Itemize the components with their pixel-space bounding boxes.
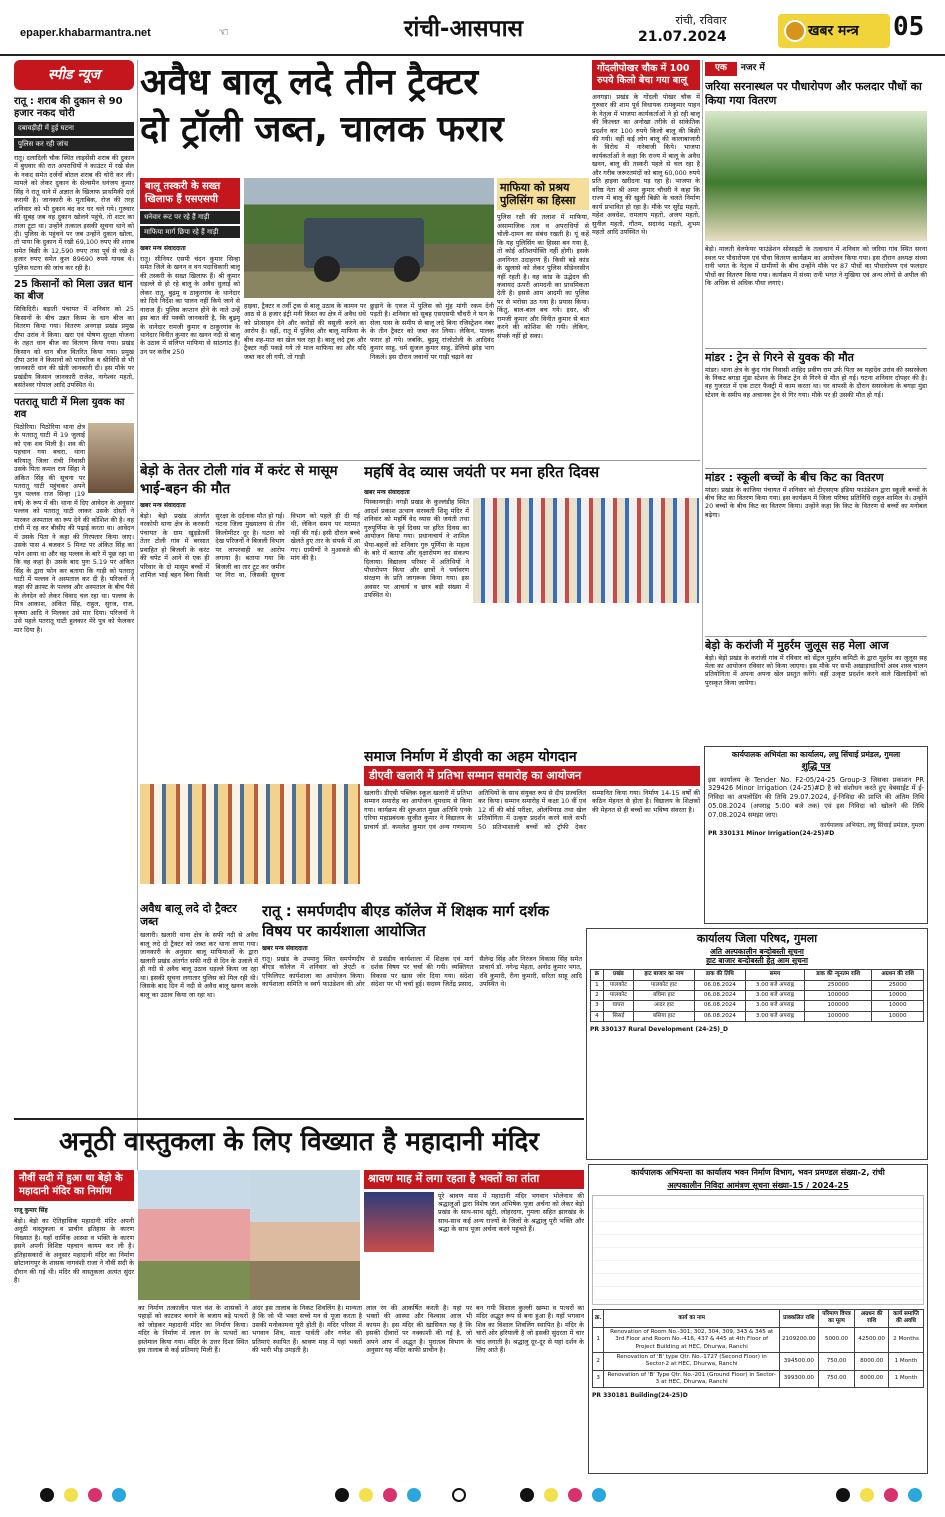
table-header-cell: क्र.: [593, 1310, 604, 1328]
forest-headline: जरिया सरनास्थल पर पौधारोपण और फलदार पौधों का किया गया वितरण: [705, 79, 922, 107]
lead-kicker: बालू तस्करी के सख्त खिलाफ हैं एसएसपी: [140, 178, 240, 209]
mahadani-kicker: नौवीं सदी में हुआ था बेड़ो के महादानी मंदिर का निर्माण: [14, 1170, 134, 1201]
table-cell: 10000: [872, 991, 924, 1001]
table-row: [591, 1011, 924, 1021]
table-cell: 8000.00: [855, 1370, 889, 1388]
table-row: [591, 991, 924, 1001]
table-header-cell: प्राक्कलित राशि: [779, 1310, 818, 1328]
zila-office: कार्यालय जिला परिषद, गुमला: [696, 932, 818, 945]
table-cell: बघिमा हाट: [634, 991, 695, 1001]
shravan-headline: श्रावण माह में लगा रहता है भक्तों का तांता: [364, 1170, 584, 1189]
mahadani-col3: [252, 1304, 362, 1474]
gondli-headline: गोंदलीपोखर चौक में 100 रुपये किलो बेचा गया बालू: [592, 60, 700, 90]
lead-body: हाइवा, ट्रैक्टर व तर्वी ट्रक से बालू उठाव के कामन पर आठ से 8 हजार इंट्री मनी किस्त का क्षेत्र में अवैध धंधे को प्रोत्साहन देने और करोड़ों की वसूली करने का आरोप है। वहीं, रातू में पुलिस और बालू माफिया के बीच शह-मात का खेल चल रहा है। बालू लदे ट्रक और ट्रैक्टर नहीं पकड़े गये तो माल माफिया का और यदि जब्त कर ली गयी, तो गाड़ी: [244, 302, 366, 361]
table-cell: 3.00 बजे अपराह्न: [745, 1001, 804, 1011]
lead-kicker-box: [140, 178, 240, 238]
table-cell: 399300.00: [779, 1370, 818, 1388]
table-header-cell: कार्य समाप्ति की अवधि: [889, 1310, 924, 1328]
table-cell: 100000: [805, 1001, 872, 1011]
cursor-icon: ☜: [218, 25, 229, 39]
vyas-body: पिस्कानगड़ी। नगड़ी प्रखंड के कुल्लंडीह स्थित आदर्श प्रकाश उत्थान सरस्वती शिशु मंदिर में शनिवार को महर्षि वेद व्यास की जयंती तथा गुरुपूर्णिमा के पूर्व दिवस पर हरित दिवस का आयोजन किया गया। प्रधानाचार्य ने शामिल भैया-बहनों को शनिवार गुरु पूर्णिमा के महत्व के बारे में बताया और वृक्षारोपण का संकल्प दिलाया। विद्यालय परिसर में अतिथियों ने पौधारोपण किया और छात्रों ने पर्यावरण संरक्षण के प्रति जागरूक किया गया। इस अवसर पर आचार्य व छात्र बड़ी संख्या में उपस्थित थे।: [364, 498, 469, 600]
muharram-story: [705, 636, 927, 744]
table-cell: 2 Months: [889, 1327, 924, 1352]
zila-table: [590, 969, 924, 1022]
mandar-kit-headline: मांडर : स्कूली बच्चों के बीच किट का वितरण: [705, 471, 884, 484]
table-cell: सिसई: [603, 1011, 633, 1021]
zila-pr: PR 330137 Rural Development (24-25)_D: [590, 1026, 728, 1034]
mahadani-body: बन गयी विशाल कुल्ली खम्भा व पत्थरों का मंदिर अद्भुत रूप से बना हुआ है। यहाँ भगवान शिव का विशाल शिवलिंग स्थापित है। मंदिर के चारों ओर हरियाली है जो इसकी सुंदरता में चार चांद लगाती है। श्रद्धालु दूर-दूर से यहां दर्शन के लिए आते हैं।: [476, 1304, 584, 1355]
table-header-cell: डाक की न्यूनतम राशि: [805, 970, 872, 980]
khalari-story: [140, 902, 258, 1114]
mahadani-col2: [138, 1304, 248, 1474]
tender-pr: PR 330131 Minor Irrigation(24-25)#D: [708, 830, 835, 838]
table-cell: 3.00 बजे अपराह्न: [745, 980, 804, 990]
date-label: 21.07.2024: [638, 29, 727, 46]
bhawan-notice-title: अल्पकालीन निविदा आमंत्रण सूचना संख्या-15 / 2024-25: [667, 1180, 849, 1190]
mahadani-left: [14, 1170, 134, 1475]
dav-photo: [140, 784, 360, 884]
khalari-headline: अवैध बालू लदे दो ट्रैक्टर जब्त: [140, 902, 237, 929]
date-box: [638, 13, 727, 48]
table-header-cell: डाक की तिथि: [694, 970, 745, 980]
vyas-photo: [473, 498, 699, 603]
bhawan-table: [592, 1309, 924, 1388]
table-header-row: [591, 970, 924, 980]
table-cell: 10000: [872, 1011, 924, 1021]
mahadani-byline: राजू कुमार सिंह: [14, 1207, 48, 1214]
story-body: पिठोरिया। पिठोरिया थाना क्षेत्र के पतरातू घाटी में 19 जुलाई को एक शव मिली है। शव की पहचान गया बचरा, थाना बरियातू जिला रांची निवासी उसके पिता कमल राय सिंहा ने अंकित सिंह की सूचना पर पतरातू घाटी पहुंचकर अपने पुत्र पल्लव राज सिन्हा (19 वर्ष) के रूप में की। थाना में दिए आवेदन के अनुसार पल्लव को पतरातू घाटी लाकर उसके दोस्तों ने मारकर अस्पताल का रूप देने की कोशिश की है। वह रांची में रह कर बीसीए की पढ़ाई करता था। आवेदन में उसके पिता ने कहा की गिरफ्तार किया जाए। उसके पास 4 बजकर 5 मिनट पर अंकित सिंह का फोन आया था और वह पल्लव के बारे में पूछ रहा था कि वह कहां है। उसके बाद पुनः 5.19 पर अंकित सिंह के द्वारा फोन कर बताया कि गाड़ी को पतरातू घाटी में पल्लव ने अस्पताल कर दी है। परिजनों ने कहा की क्राफ्ट के पल्लव और अस्पताल के बीच पैसे के लेनदेन को लेकर विवाद चल रहा था। पल्लव के मित्र आकाश, अंकित सिंह, राहुल, सुरज, राज, कृष्णा आदि ने मिलकर उसे मार दिया। परिजनों ने उसे पहले पतरातू घाटी हुलकार मेरे पुत्र को फेलकर मार दिया है।: [14, 422, 134, 634]
lead-headline-line2: दो ट्रॉली जब्त, चालक फरार: [140, 108, 504, 150]
lead-body-col1: [140, 245, 240, 458]
mandar-train-headline: मांडर : ट्रेन से गिरने से युवक की मौत: [705, 351, 854, 364]
page-number: 05: [893, 12, 925, 42]
table-row: [593, 1370, 924, 1388]
lead-body-col3: [370, 302, 494, 458]
table-cell: 25000: [872, 980, 924, 990]
tender-office: कार्यपालक अभियंता का कार्यालय, लघु सिंचाई प्रमंडल, गुमला: [731, 750, 901, 759]
table-cell: 250000: [805, 980, 872, 990]
lead-body: रातू। सीनियर एसपी चंदन कुमार सिन्हा समेत जिले के खनन व वन पदाधिकारी बालू की तस्करी के सख्त खिलाफ हैं। श्री कुमार धड़ल्ले से हो रहे बालू के अवैध धुलाई को लेकर रातू, बुढ़मू व ठाकुरगांव के थानेदार को दिये निर्देश का पालन नहीं किये जाने से नाराज हैं। पुलिस कप्तान होने के नाते उन्हें इस बात की पक्की जानकारी है, कि बुढ़मू के थानेदार रामजी कुमार व ठाकुरगांव के थानेदार विनीत कुमार का खनन नदी से बालू के उठाव में संलिप्त माफिया से सांठगांठ है। उन पर करीब 250: [140, 254, 240, 356]
table-cell: 42500.00: [855, 1327, 889, 1352]
khalari-body: खलारी। खलारी थाना क्षेत्र के सफी नदी से अवैध बालू लदे दो ट्रैक्टर को जब्त कर थाना लाया गया। जानकारी के अनुसार बालू माफियाओं के द्वारा खलारी प्रखंड अंतर्गत सफी नदी से दिन के उजाले में ही नदी से अवैध बालू उठाव धड़ल्ले किया जा रहा था। इसकी सूचना लगातार पुलिस को मिल रही थी। जिसके बाद दिन में नदी से अवैध बालू खनन करके बालू का उठाव किया जा रहा था।: [140, 931, 258, 999]
mahadani-headline: अनूठी वास्तुकला के लिए विख्यात है महादानी मंदिर: [58, 1127, 539, 1157]
shravan-body: पूरे श्रावण मास में महादानी मंदिर भगवान भोलेनाथ की श्रद्धालुओं द्वारा विशेष जल अभिषेक पूजा अर्चना को लेकर बेड़ो प्रखंड के साथ-साथ खूंटी, लोहरदगा, गुमला सहित झारखंड के साथ-साथ कई अन्य राज्यों के जिलों के श्रद्धालु पूरी भक्ति और श्रद्धा के साथ पूजा अर्चना करने पहुंचते हैं।: [438, 1191, 584, 1234]
vyas-headline: महर्षि वेद व्यास जयंती पर मना हरित दिवस: [364, 463, 600, 481]
table-cell: 4: [591, 1011, 604, 1021]
lead-headline: [140, 60, 588, 170]
table-cell: 06.08.2024: [694, 980, 745, 990]
zila-sub2: हाट बाजार बन्दोबस्ती हेतु आम सूचना: [706, 956, 808, 966]
table-header-cell: कार्य का नाम: [604, 1310, 780, 1328]
mandar-train-body: मांडर। थाना क्षेत्र के कुंद गांव निवासी शाहिद प्रवीण राम उर्फ पिता स्व महादेव उरांव की ससरकेला के निकट बगड़ा मुंडा स्टेशन के निकट ट्रेन से गिरने से मौत हो गई। घटना शनिवार दोपहर की है। वह गुजरात में एक टाटर फैक्ट्री में काम करता था। घर वापसी के दौरान ससरकेला के बगड़ा मुंडा स्टेशन के समीप वह अचानक ट्रेन से गिर गया। मौके पर ही उसकी मौत हो गई।: [705, 365, 927, 399]
mahadani-body: बेड़ो। बेड़ो का ऐतिहासिक महादानी मंदिर अपनी अनूठी वास्तुकला व प्राचीन इतिहास के कारण विख्यात है। यहाँ धार्मिक आस्था व भक्ति के कारण इसने अपनी विशिष्ट पहचान कायम कर ली है। इतिहासकारों के अनुसार महादानी मंदिर का निर्माण छोटानागपुर के शासक नागवंशी राजा ने नौवीं सदी के दौरान की गई थी। मंदिर की वास्तुकला अत्यंत सुंदर है।: [14, 1216, 134, 1285]
story-tag: पुलिस कर रही जांच: [14, 138, 134, 151]
tender-sign: कार्यपालक अभियंता, लघु सिंचाई प्रमंडल, गुमला: [820, 822, 924, 830]
story-liquor-theft: [14, 96, 134, 272]
tractor-photo: [244, 178, 494, 298]
table-cell: 394500.00: [779, 1352, 818, 1370]
table-row: [593, 1352, 924, 1370]
tetar-byline: खबर मन्त्र संवाददाता: [140, 502, 186, 510]
table-cell: 1: [591, 980, 604, 990]
mahadani-body: का निर्माण तत्कालीन पाल वंश के शासकों ने पहाड़ों को काटकर बनाने के बजाय बड़े पत्थरों को जोड़कर महादानी मंदिर का निर्माण किया। मंदिर के निर्माण में लाल रंग के पत्थरों का इस्तेमाल किया गया। मंदिर के उत्तर दिशा स्थित इस तालाब से कई प्रतिमाएं मिली हैं।: [138, 1304, 248, 1355]
table-cell: 06.08.2024: [694, 1001, 745, 1011]
table-row: [593, 1327, 924, 1352]
table-cell: आदर हाट: [634, 1001, 695, 1011]
ek-nazar-band: [705, 62, 927, 76]
table-cell: पालकोट: [603, 980, 633, 990]
forest-photo: [705, 111, 927, 241]
nazar-label: नजर में: [740, 63, 765, 73]
tender-notice: [704, 746, 928, 924]
table-cell: 5000.00: [818, 1327, 855, 1352]
lead-tag: माफिया मार्ग छिपा रहे हैं गाड़ी: [140, 226, 240, 238]
tetar-headline: बेड़ो के तेतर टोली गांव में करंट से मासूम भाई-बहन की मौत: [140, 463, 338, 497]
table-cell: 3: [591, 1001, 604, 1011]
dav-headline1: समाज निर्माण में डीएवी का अहम योगदान: [364, 749, 577, 765]
dav-headline2: डीएवी खलारी में प्रतिभा सम्मान समारोह का आयोजन: [364, 766, 700, 786]
story-body: सिकिदिरी। बड़ाती पंचायत में शनिवार को 25 किसानों के बीच उन्नत किस्म के धान बीज का वितरण किया गया। वितरण अनगड़ा प्रखंड प्रमुख दीपा उरांव ने किया। खरा एवं पोषण सुरक्षा योजना के तहत धान बीज का वितरण किया गया। प्रखंड किसान को धान बीज वितरित किया गया। प्रमुख दीपा उरांव ने किसानों को पारंपरिक व श्रीविधि से भी जानकारी धान की खेती जानकारी दी। इस मौके पर प्रखंडीय किसान जानकारी राजेश, नागेश्वर महतो, बसंतेश्वर गोपाल आदि उपस्थित थे।: [14, 305, 134, 390]
table-cell: 750.00: [818, 1370, 855, 1388]
bhawan-office: कार्यपालक अभियन्ता का कार्यालय भवन निर्माण विभाग, भवन प्रमण्डल संख्या-2, रांची: [631, 1168, 885, 1177]
gondli-box: [592, 60, 700, 458]
table-cell: 1 Month: [889, 1370, 924, 1388]
bed-byline: खबर मन्त्र संवाददाता: [262, 945, 308, 952]
tetar-story: [140, 463, 360, 783]
table-header-cell: अग्रधन की राशि: [855, 1310, 889, 1328]
story-tag: दबावड़ीही में हुई घटना: [14, 122, 134, 135]
story-patratu-body: [14, 393, 134, 634]
tender-title: शुद्धि पत्र: [801, 761, 831, 772]
speed-news-badge: स्पीड न्यूज: [14, 60, 134, 90]
print-registration-bar: [0, 1480, 945, 1517]
table-cell: 2: [591, 991, 604, 1001]
table-header-cell: समय: [745, 970, 804, 980]
table-cell: पालकोट हाट: [634, 980, 695, 990]
table-cell: 06.08.2024: [694, 991, 745, 1001]
lead-body-col2: [244, 302, 366, 458]
registration-mark-icon: [452, 1488, 466, 1502]
table-header-row: [593, 1310, 924, 1328]
table-row: [591, 1001, 924, 1011]
speed-news-column: [14, 60, 134, 1170]
dav-story: [364, 748, 700, 898]
bhawan-pr: PR 330181 Building(24-25)D: [592, 1392, 688, 1400]
bhawan-notice: [588, 1164, 928, 1474]
shravan-band: [364, 1170, 584, 1300]
tetar-body: बेड़ो। बेड़ो प्रखंड अंतर्गत नरकोपी थाना क्षेत्र के करकरी पंचायत के ग्राम खुड़डेतर्वी तेतर टोली गांव में बरसात प्रवाहित हो बिजली के करंट की चपेट में आने से एक ही परिवार के दो मासूम बच्चों में शामिल भाई बहन बिना किसी सुरक्षा के दर्दनाक मौत हो गई। घटना जिला मुख्यालय से तीन किलोमीटर दूर है। घटना को देख परिजनों ने बिजली विभाग पर लापरवाही का आरोप लगाया है। बताया गया कि बिजली का तार टूट कर जमीन पर गिरा था, जिसकी सूचना विभाग को पहले ही दी गई थी, लेकिन समय पर मरम्मत नहीं की गई। इसी दौरान बच्चे खेलते हुए तार के संपर्क में आ गए। ग्रामीणों ने मुआवजे की मांग की है।: [140, 512, 360, 580]
lead-body: छुड़ाने के एवज में पुलिस को मुंह मांगी रकम देनी पड़ती है। शनिवार को सुबह एसएसपी चौधरी ने फन के सेला पास के समीप से बालू लदे बिना रजिस्ट्रेशन नंबर के तीन ट्रैक्टर को जब्त कर लिया। लेकिन, पालक फरार हो गये। जबकि, बुढ़मू रांजोटोली के आदिवंद कुमार साहु, धर्म सुजल कुमार साहु, डेलियो झोड़ भाग निकले। इस दौरान जवानों पर गाड़ी चढ़ाने का: [370, 302, 494, 361]
table-cell: 1: [593, 1327, 604, 1352]
muharram-headline: बेड़ो के करांजी में मुहर्रम जुलूस सह मेला आज: [705, 639, 889, 652]
vyas-byline: खबर मन्त्र संवाददाता: [364, 488, 410, 496]
table-cell: 06.08.2024: [694, 1011, 745, 1021]
epaper-url[interactable]: epaper.khabarmantra.net: [20, 27, 151, 39]
bed-headline: रातू : समर्पणदीप बीएड कॉलेज में शिक्षक मार्ग दर्शक विषय पर कार्यशाला आयोजित: [262, 902, 549, 940]
table-cell: बसिया हाट: [634, 1011, 695, 1021]
table-cell: 8000.00: [855, 1352, 889, 1370]
brand-name: खबर मन्त्र: [808, 23, 859, 39]
mahadani-col5: [476, 1304, 584, 1474]
table-cell: घाघरा: [603, 1001, 633, 1011]
brand-logo-icon: [784, 20, 806, 42]
table-cell: Renovation of 'B' Type Qtr. No.-201 (Ground Floor) in Sector-3 at HEC, Dhurwa, Ranchi: [604, 1370, 780, 1388]
brand-badge: [778, 14, 890, 48]
lead-byline: खबर मन्त्र संवाददाता: [140, 245, 186, 252]
temple-photo-2: [250, 1170, 360, 1300]
day-label: रांची, रविवार: [675, 14, 727, 27]
table-header-cell: अग्रधन की राशि: [872, 970, 924, 980]
dav-body: खलारी। डीएवी पब्लिक स्कूल खलारी में प्रतिभा सम्मान समारोह का आयोजन धूमधाम से किया गया। कार्यक्रम की शुरुआत मुख्य अतिथि एनके एरिया महाप्रबंधक सुजीत कुमार ने विद्यालय के प्राचार्य डॉ. कमलेश कुमार एवं अन्य गणमान्य अतिथियों के साथ संयुक्त रूप से दीप प्रज्वलित कर किया। सम्मान समारोह में कक्षा 10 वीं एवं 12 वीं की बोर्ड परीक्षा, ओलंपियाड तथा खेल प्रतियोगिता में उत्कृष्ट प्रदर्शन करने वाले सभी 50 प्रतिभाशाली बच्चों को ट्रॉफी देकर सम्मानित किया गया। निर्माण 14-15 वर्षों की कठिन मेहनत से होता है। विद्यालय के शिक्षकों की मेहनत से ही बच्चों का भविष्य संवरता है।: [364, 788, 700, 831]
story-headline: 25 किसानों को मिला उन्नत धान का बीज: [14, 279, 133, 303]
story-headline: पतरातू घाटी में मिला युवक का शव: [14, 396, 125, 420]
table-cell: 3.00 बजे अपराह्न: [745, 1011, 804, 1021]
lead-headline-line1: अवैध बालू लदे तीन ट्रैक्टर: [140, 62, 479, 103]
mandar-train-story: [705, 348, 927, 466]
mandar-kit-story: [705, 468, 927, 628]
story-photo: [88, 423, 134, 493]
muharram-body: बेड़ो। बेड़ो प्रखंड के करांजी गांव में रविवार को सेंट्रल मुहर्रम कमिटी के द्वारा मुहर्रम का जुलूस सह मेला का आयोजन रविवार को किया जाएगा। इस मौके पर सभी अखाड़ाधारियों अस्त्र शस्त्र चालन प्रतियोगिता में अपना अपना खेल प्रस्तुत करेंगे। वहीं उत्कृष्ट प्रदर्शन करने वाले खिलाड़ियों को पुरस्कृत किया जायेगा।: [705, 653, 927, 687]
table-header-cell: हाट बाजार का नाम: [634, 970, 695, 980]
bed-story: [262, 902, 582, 1114]
table-header-cell: परिमाण विपत्र का मूल्य: [818, 1310, 855, 1328]
table-cell: 1 Month: [889, 1352, 924, 1370]
table-cell: 3: [593, 1370, 604, 1388]
zila-notice: [586, 928, 928, 1160]
table-header-cell: प्रखंड: [603, 970, 633, 980]
table-cell: Renovation of Room No.-301, 302, 304, 309, 343 & 345 at 3rd Floor and Room No.-416, 437 & 445 at 4th Floor of Project Building at HEC, Dhurwa, Ranchi: [604, 1327, 780, 1352]
table-cell: पालकोट: [603, 991, 633, 1001]
section-title: रांची-आसपास: [404, 16, 524, 42]
bed-body: रातू। प्रखंड के उपमानु स्थित समर्पणदीप बीएड कॉलेज में शनिवार को ज्ञेएटी व एफिलिएट कार्यशाला का आयोजन किया। कार्यशाला समिति व स्वर्ग फाउंडेशन की ओर से प्रसंडीय कार्यशाला में शिक्षक एवं मार्ग दर्शक विषय पर चर्चा की गयी। व्यक्तिगत विकास पर खास जोर दिया गया। संदेशा संदेशा पर भी चर्चा हुई। सदस्य जितेंद्र प्रसाद, सैलेन्द्र सिंह और निरंजन विकास सिंह समेत प्राचार्य डॉ. नगेन्द्र मेहता, अनोद कुमार भगत, रवि कुमारी, रीना कुमारी, सरिता साहू आदि उपस्थित थे।: [262, 954, 582, 989]
zila-sub1: अति अल्पकालीन बन्दोबस्ती सूचना: [710, 946, 804, 956]
mafia-headline: माफिया को प्रश्रय पुलिसिंग का हिस्सा: [497, 178, 589, 210]
forest-body: बेड़ो। मालती वेलफेयर फाउंडेशन सोसाइटी के तत्वाधान में शनिवार को जरिया गांव स्थित सरना स्थल पर पौधारोपण एवं पौधा वितरण कार्यक्रम का आयोजन किया गया। इस दौरान अध्यक्ष संध्या रानी भगत के नेतृत्व में ग्रामीणों के बीच उन्होंने मौके पर 87 पौधों का पौधारोपण एवं फलदार पौधों का वितरण किया गया। कार्यक्रम में संध्या रानी भगत ने मुखिया एवं अन्य लोगों से अपील की कि अधिक से अधिक पौधा लगाएं।: [705, 245, 927, 288]
story-paddy-seeds: [14, 275, 134, 390]
table-cell: 3.00 बजे अपराह्न: [745, 991, 804, 1001]
table-header-cell: क्र: [591, 970, 604, 980]
table-cell: Renovation of 'B' type Qtr. No.-1727 (Second Floor) in Sector-2 at HEC, Dhurwa, Ranchi: [604, 1352, 780, 1370]
mahadani-body: लाल रंग की आकर्षित करती है। यहां पर भक्तों की आस्था और विश्वास आज भी कायम है। इस मंदिर की खासियत यह है कि इसकी दीवारों पर नक्काशी की गई है, जो अपने आप में अद्भुत है। पुरातत्व विभाग के अनुसार यह मंदिर काफी प्राचीन है।: [366, 1304, 472, 1355]
mandar-kit-body: मांडर। प्रखंड के कांजिया पंचायत में शनिवार को टीएसएफ इंडिया फाउंडेशन द्वारा स्कूली बच्चों के बीच किट का वितरण किया गया। इस कार्यक्रम में जिला परिषद प्रतिनिधि राहुल शामिल थे। उन्होंने 20 बच्चों के बीच किट का वितरण किया। उन्होंने कहा कि किट के वितरण से बच्चों का मनोबल बढ़ेगा।: [705, 485, 927, 519]
mafia-box: [497, 178, 589, 458]
story-body: रातू। दलादिली चौक स्थित लाइसेंसी शराब की दुकान में बुधवार की रात अपराधियों ने काउंटर में रखे सेल के नकद समेत दर्जनों बोतल शराब की चोरी कर ली। मामले को लेकर दुकान के सेल्समैन धनंजय कुमार सिंह ने रातू थाने में अज्ञात के खिलाफ प्राथमिकी दर्ज करायी है। जानकारी के मुताबिक, रोज की तरह शनिवार को भी दुकान बंद कर घर चले गये। गुरुवार की सुबह जब वह दुकान खोलने पहुंचे, तो शटर का ताला टूटा था। उन्होंने तत्काल इसकी सूचना थाने को दी। पुलिस के पहुंचने पर जब उन्होंने दुकान खोला, तो पाया कि दुकान में रखी 69,100 रुपए की शराब समेत बिक्री के 12,590 रुपए तथा पूर्व से रखे 8 हजार रुपए समेत कुल 89690 रुपये गायब थे। पुलिस घटना की जांच कर रही है।: [14, 153, 134, 272]
story-headline: रातू : शराब की दुकान से 90 हजार नकद चोरी: [14, 96, 123, 120]
table-cell: 10000: [872, 1001, 924, 1011]
table-row: [591, 980, 924, 990]
tender-body: इस कार्यालय के Tender No. F2-05/24-25 Group-3 जिसका प्रकाशन PR 329426 Minor Irrigation (24-25)#D है को संशोधन करते हुए वेबसाईट में ई-निविदा का अपलोडिंग की तिथि 29.07.2024, ई-निविदा की प्राप्ति की अंतिम तिथि 05.08.2024 (अपराह्न 5:00 बजे तक) एवं इस निविदा को खोलने की तिथि 07.08.2024 समझा जाए।: [708, 775, 924, 819]
page-header: [0, 0, 945, 56]
gondli-body: अनगड़ा। प्रखंड के गोंदली पोखर चौक में गुरुवार की शाम पूर्व विधायक रामकुमार पाहन के नेतृत्व में भाजपा कार्यकर्ताओं ने हो रही बालू की किल्लत का अनोखा तरीके से सांकेतिक प्रदर्शन कर 100 रुपये किलो बालू की बिक्री की गयी। वहीं कई लोग बालू की कालाबाजारी के विरोध में नारेबाजी किये। भाजपा कार्यकर्ताओं ने कहा कि राज्य में बालू के अवैध खनन, बालू की तस्करी पहले से चल रहा है और गरीब जरूरतमंदों को बालू 60,000 रुपये प्रति हाइवा खरीदना पड़ रहा है। भाजपा के वरिष्ठ नेता श्री अमर कुमार चौधरी ने कहा कि राज्य में बालू की खुली बिक्री के चलते निर्माण कार्य प्रभावित हो रहा है। मौके पर सुरेंद्र महतो, महेश अवधेश, रामलाय महतो, अजय महतो, सुनील महतो, गौतम, सदानंद महतो, शुभम महतो आदि उपस्थित थे।: [592, 92, 700, 236]
table-cell: 100000: [805, 1011, 872, 1021]
table-cell: 2: [593, 1352, 604, 1370]
vyas-story: [364, 463, 700, 743]
shravan-photo: [364, 1192, 434, 1252]
lead-tag: धनेवार रूट पर रहे हैं गाड़ी: [140, 211, 240, 224]
forest-story: [705, 62, 927, 362]
mahadani-body: अंदर इस तालाब के निकट शिवलिंग है। मान्यता है कि जो भी भक्त सच्चे मन से पूजा करता है उसकी मनोकामना पूरी होती है। मंदिर परिसर में भगवान शिव, माता पार्वती और गणेश की प्रतिमाएं स्थापित हैं। श्रावण माह में यहां भक्तों की भारी भीड़ उमड़ती है।: [252, 1304, 362, 1355]
mafia-body: पुलिस रक्षी की तलाश में माफिया, असामाजिक तत्व व अपराधियों से चोली-दामन का संबंध रखती है। यूं कहें कि यह पुलिसिंग का हिस्सा बन गया है, तो कोई अतिशयोक्ति नहीं होगी। इसके अनगिनत उदाहरण हैं। किसी बड़े कांड के खुलासे को लेकर पुलिस सीडेनरसीन नहीं रहती है। वह कांड के उद्भेदन की कवायद ऊपरी आमदनी का प्राथमिकता देती है। इससे आम आदमी का पुलिस पर से भरोसा उठ गया है। प्रयास किया। किंतु, बाल-बाल बच गये। इधर, श्री रामजी कुमार और विनीत कुमार से बात करने की कोशिश की गयी। लेकिन, संपर्क नहीं हो सका।: [497, 213, 589, 340]
ek-label: एक: [705, 62, 737, 76]
table-cell: 750.00: [818, 1352, 855, 1370]
mahadani-col4: [366, 1304, 472, 1474]
table-cell: 2109200.00: [779, 1327, 818, 1352]
table-cell: 100000: [805, 991, 872, 1001]
